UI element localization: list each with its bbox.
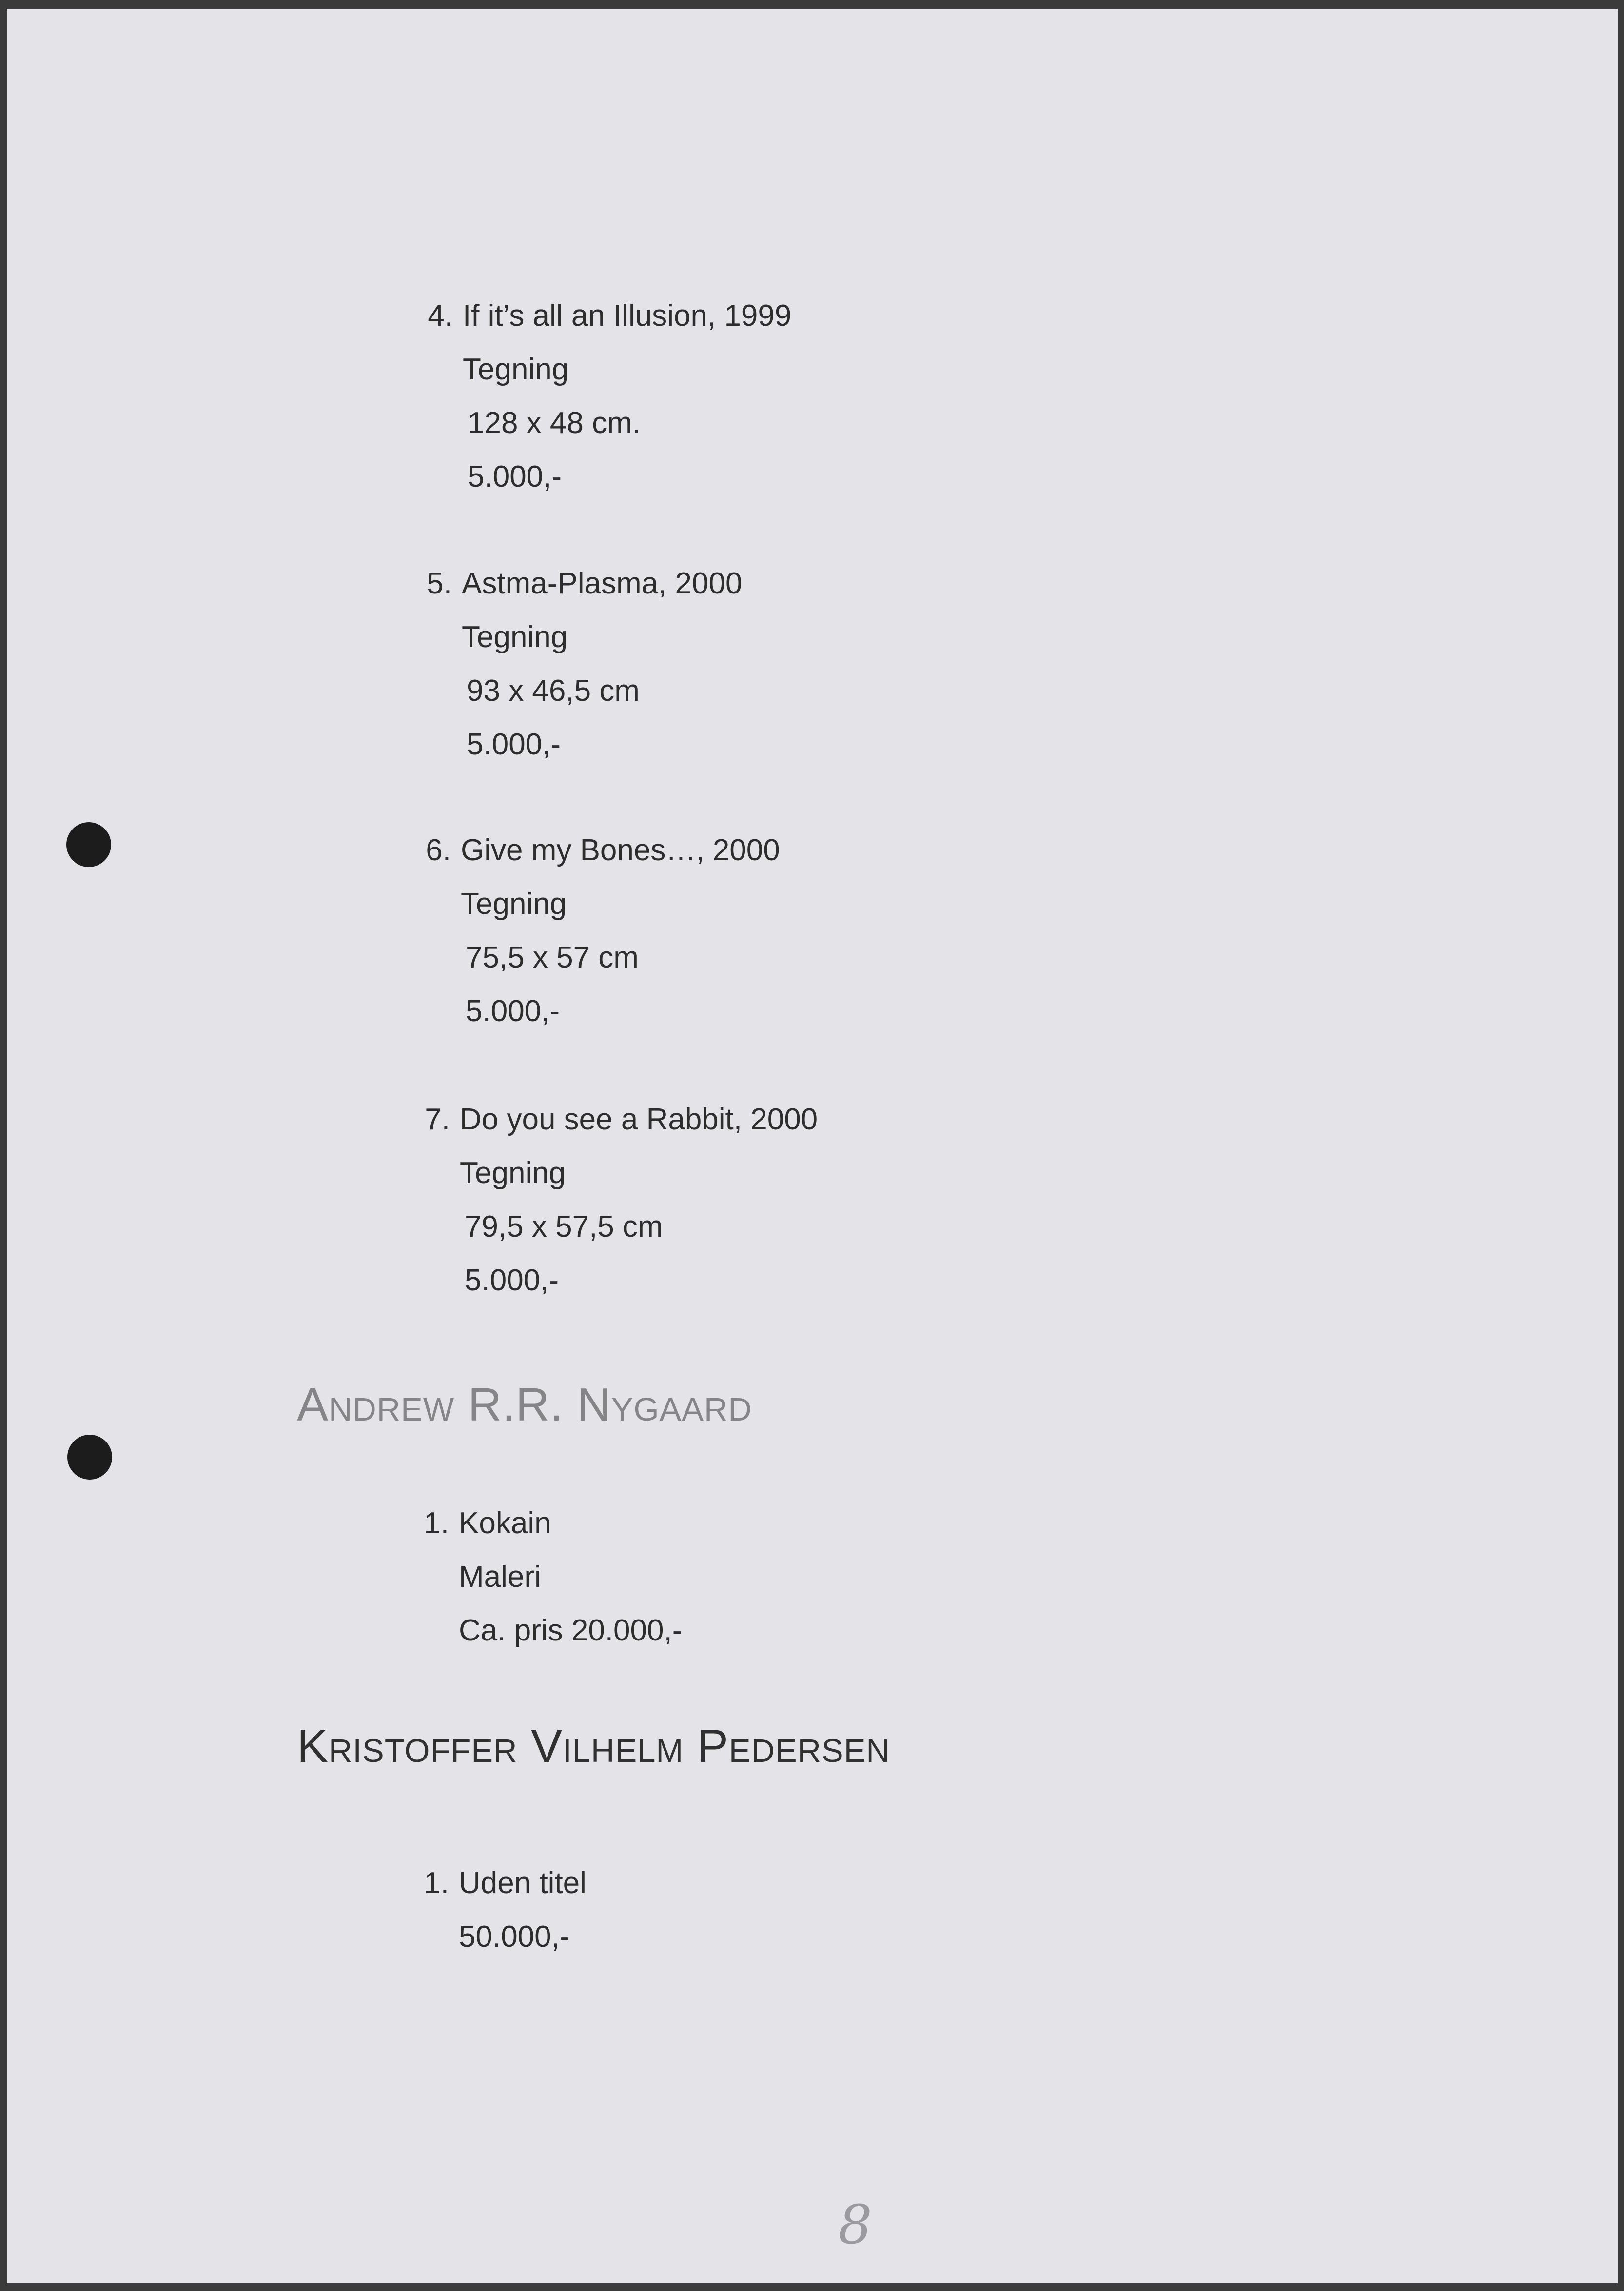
artwork-price: Ca. pris 20.000,-	[459, 1614, 683, 1647]
artwork-item-7	[425, 1093, 818, 1307]
item-number: 1.	[424, 1866, 449, 1900]
artwork-item-5	[427, 557, 743, 771]
artwork-medium: Maleri	[459, 1560, 541, 1594]
item-number: 1.	[424, 1506, 449, 1540]
artwork-item-kokain	[424, 1497, 683, 1658]
artwork-size: 93 x 46,5 cm	[467, 674, 640, 708]
artwork-title: Uden titel	[459, 1866, 587, 1900]
artwork-size: 128 x 48 cm.	[468, 406, 641, 440]
item-number: 6.	[426, 833, 451, 867]
artwork-price: 5.000,-	[468, 460, 562, 494]
punch-hole-bottom	[67, 1435, 112, 1480]
artist-name-heading: Andrew R.R. Nygaard	[297, 1379, 752, 1431]
artwork-price: 5.000,-	[465, 1264, 559, 1297]
artwork-title: Astma-Plasma, 2000	[462, 567, 743, 600]
item-number: 4.	[428, 299, 453, 333]
artwork-medium: Tegning	[460, 1156, 566, 1190]
artwork-title: Kokain	[459, 1506, 551, 1540]
artwork-medium: Tegning	[461, 887, 567, 921]
artwork-title: Do you see a Rabbit, 2000	[460, 1103, 818, 1136]
artwork-item-6	[426, 824, 780, 1038]
artwork-price: 5.000,-	[467, 728, 561, 761]
handwritten-page-number: 8	[838, 2193, 872, 2256]
artist-name-heading: Kristoffer Vilhelm Pedersen	[297, 1720, 890, 1772]
artwork-item-4	[428, 289, 792, 504]
artwork-price: 50.000,-	[459, 1920, 570, 1954]
artwork-title: If it’s all an Illusion, 1999	[463, 299, 792, 333]
artwork-title: Give my Bones…, 2000	[461, 833, 780, 867]
punch-hole-top	[66, 822, 111, 867]
document-page	[7, 9, 1618, 2283]
artwork-price: 5.000,-	[466, 994, 560, 1028]
item-number: 5.	[427, 567, 452, 600]
artwork-item-uden-titel	[424, 1856, 587, 1964]
artwork-size: 75,5 x 57 cm	[466, 941, 639, 974]
artwork-medium: Tegning	[462, 620, 568, 654]
artwork-medium: Tegning	[463, 353, 569, 386]
artwork-size: 79,5 x 57,5 cm	[465, 1210, 663, 1244]
item-number: 7.	[425, 1103, 450, 1136]
